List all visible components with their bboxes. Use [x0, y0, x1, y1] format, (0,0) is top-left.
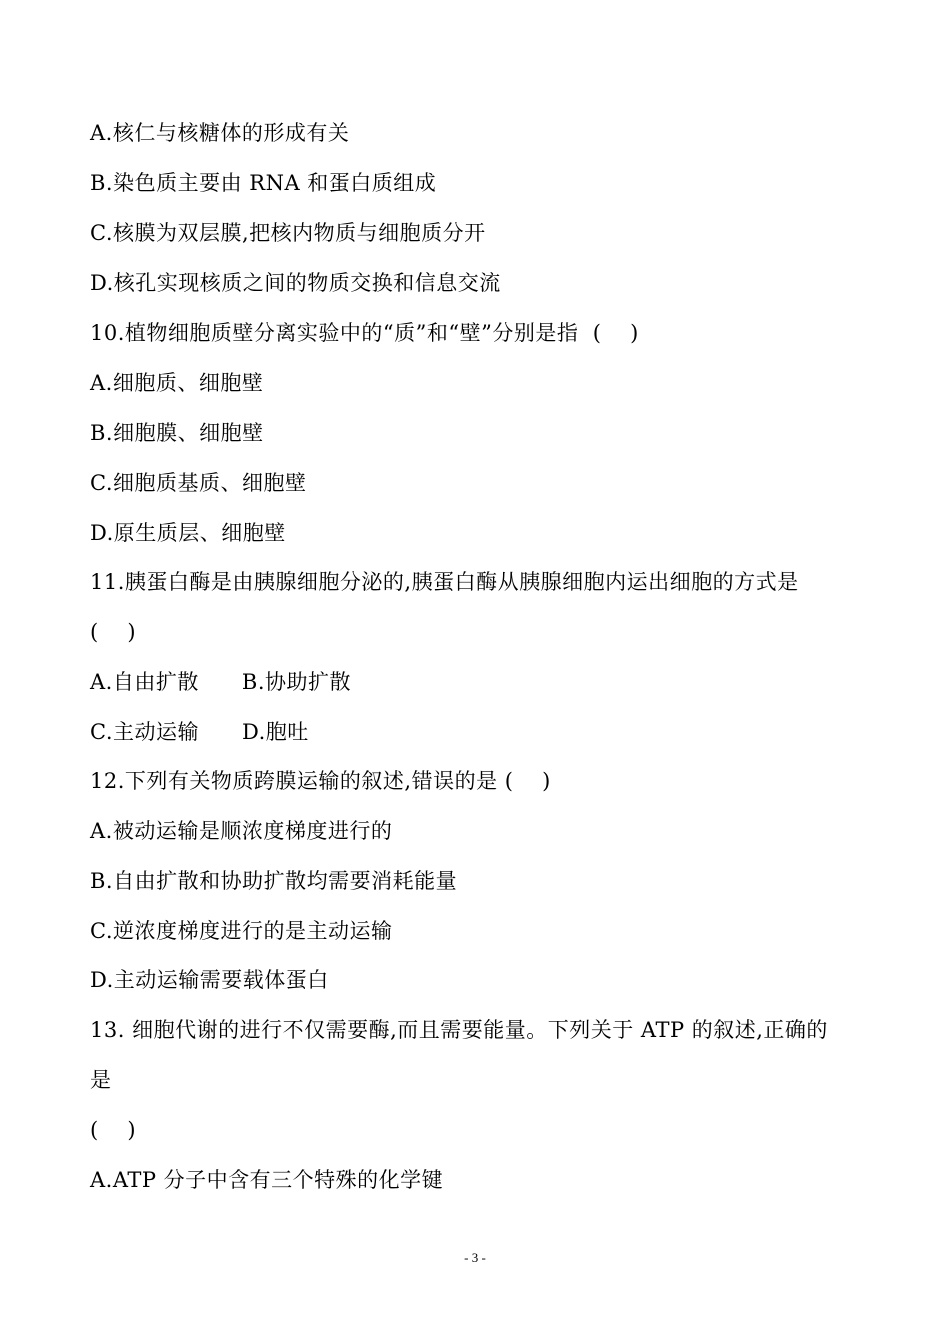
option-10c: C.细胞质基质、细胞壁 — [90, 471, 307, 495]
options-11ab: A.自由扩散 B.协助扩散 — [90, 670, 351, 694]
option-9c: C.核膜为双层膜,把核内物质与细胞质分开 — [90, 221, 486, 245]
option-12d: D.主动运输需要载体蛋白 — [90, 968, 329, 992]
question-13: 13. 细胞代谢的进行不仅需要酶,而且需要能量。下列关于 ATP 的叙述,正确的 — [90, 1018, 828, 1042]
options-11cd: C.主动运输 D.胞吐 — [90, 720, 309, 744]
option-10b: B.细胞膜、细胞壁 — [90, 421, 264, 445]
question-12: 12.下列有关物质跨膜运输的叙述,错误的是 ( ) — [90, 769, 551, 793]
option-9d: D.核孔实现核质之间的物质交换和信息交流 — [90, 271, 501, 295]
page-number: - 3 - — [464, 1250, 486, 1265]
question-13-blank: ( ) — [90, 1118, 137, 1142]
option-10d: D.原生质层、细胞壁 — [90, 521, 286, 545]
option-9b: B.染色质主要由 RNA 和蛋白质组成 — [90, 171, 437, 195]
option-12c: C.逆浓度梯度进行的是主动运输 — [90, 919, 393, 943]
option-13a: A.ATP 分子中含有三个特殊的化学键 — [90, 1168, 444, 1192]
option-9a: A.核仁与核糖体的形成有关 — [90, 121, 350, 145]
option-10a: A.细胞质、细胞壁 — [90, 371, 264, 395]
question-11-blank: ( ) — [90, 620, 137, 644]
question-10: 10.植物细胞质壁分离实验中的“质”和“壁”分别是指 ( ) — [90, 321, 639, 345]
option-12b: B.自由扩散和协助扩散均需要消耗能量 — [90, 869, 458, 893]
option-12a: A.被动运输是顺浓度梯度进行的 — [90, 819, 393, 843]
question-13-cont: 是 — [90, 1068, 112, 1092]
question-11: 11.胰蛋白酶是由胰腺细胞分泌的,胰蛋白酶从胰腺细胞内运出细胞的方式是 — [90, 570, 799, 594]
